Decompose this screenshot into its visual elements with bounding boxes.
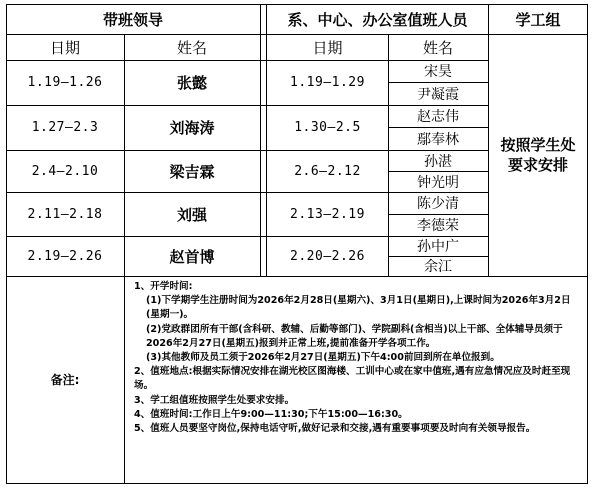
staff-name: 孙湛 [424, 153, 452, 170]
note-line: 4、值班时间:工作日上午9:00—11:30;下午15:00—16:30。 [134, 408, 408, 420]
note-line: (1)下学期学生注册时间为2026年2月28日(星期六)、3月1日(星期日),上课时间为2026年3月2日(星期一)。 [146, 295, 571, 321]
leader-name: 刘海涛 [169, 119, 215, 137]
staff-date: 2.20—2.26 [290, 248, 365, 264]
note-line: 3、学工组值班按照学生处要求安排。 [134, 394, 295, 406]
note-line: 5、值班人员要坚守岗位,保持电话守听,做好记录和交接,遇有重要事项要及时向有关领导报告。 [134, 423, 536, 435]
staff-date: 2.6—2.12 [294, 163, 361, 179]
staff-name: 尹凝霞 [417, 86, 459, 103]
duty-roster-table [6, 4, 588, 484]
staff-name: 宋昊 [424, 64, 452, 80]
leader-date: 2.11—2.18 [27, 206, 103, 222]
remarks-notes [134, 280, 584, 436]
subheader-date: 日期 [49, 38, 80, 57]
subheader-name-2: 姓名 [422, 38, 453, 57]
subheader-date-2: 日期 [312, 38, 343, 57]
leader-name: 张懿 [176, 74, 207, 92]
staff-name: 陈少清 [417, 196, 459, 212]
rule-bottom [6, 483, 588, 484]
note-line: 2、值班地点:根据实际情况安排在湖光校区图海楼、工训中心或在家中值班,遇有应急情况应及时赶至现场。 [134, 366, 571, 392]
staff-name: 余江 [424, 259, 452, 275]
leader-name: 梁吉霖 [169, 162, 215, 181]
leader-name: 赵首博 [169, 247, 215, 266]
remarks-label: 备注: [50, 373, 80, 387]
leader-date: 1.27—2.3 [31, 120, 99, 135]
note-line: 1、开学时间: [134, 281, 193, 292]
staff-name: 鄢奉林 [417, 131, 459, 148]
staff-date: 1.19—1.29 [290, 75, 365, 90]
leader-date: 1.19—1.26 [27, 75, 103, 90]
leader-date: 2.19—2.26 [27, 248, 103, 264]
leader-name: 刘强 [176, 205, 207, 224]
staff-date: 2.13—2.19 [290, 206, 365, 222]
subheader-name: 姓名 [176, 38, 207, 57]
rule-col2a [260, 4, 261, 276]
note-line: (2)党政群团所有干部(含科研、教辅、后勤等部门)、学院副科(含相当)以上干部、全体辅导员须于2026年2月27日(星期五)报到并正常上班,提前准备开学各项工作。 [146, 323, 563, 349]
header-leader: 带班领导 [102, 10, 163, 29]
header-xgz: 学工组 [515, 10, 561, 29]
staff-name: 赵志伟 [417, 109, 459, 125]
staff-name: 钟光明 [417, 174, 459, 191]
staff-name: 孙中广 [417, 239, 459, 255]
xgz-arrangement: 按照学生处要求安排 [500, 136, 576, 174]
header-dept: 系、中心、办公室值班人员 [287, 10, 468, 29]
note-line: (3)其他教师及员工须于2026年2月27日(星期五)下午4:00前回到所在单位报到。 [146, 352, 500, 364]
leader-date: 2.4—2.10 [31, 163, 99, 179]
staff-date: 1.30—2.5 [294, 120, 361, 135]
staff-name: 李德荣 [417, 218, 459, 234]
